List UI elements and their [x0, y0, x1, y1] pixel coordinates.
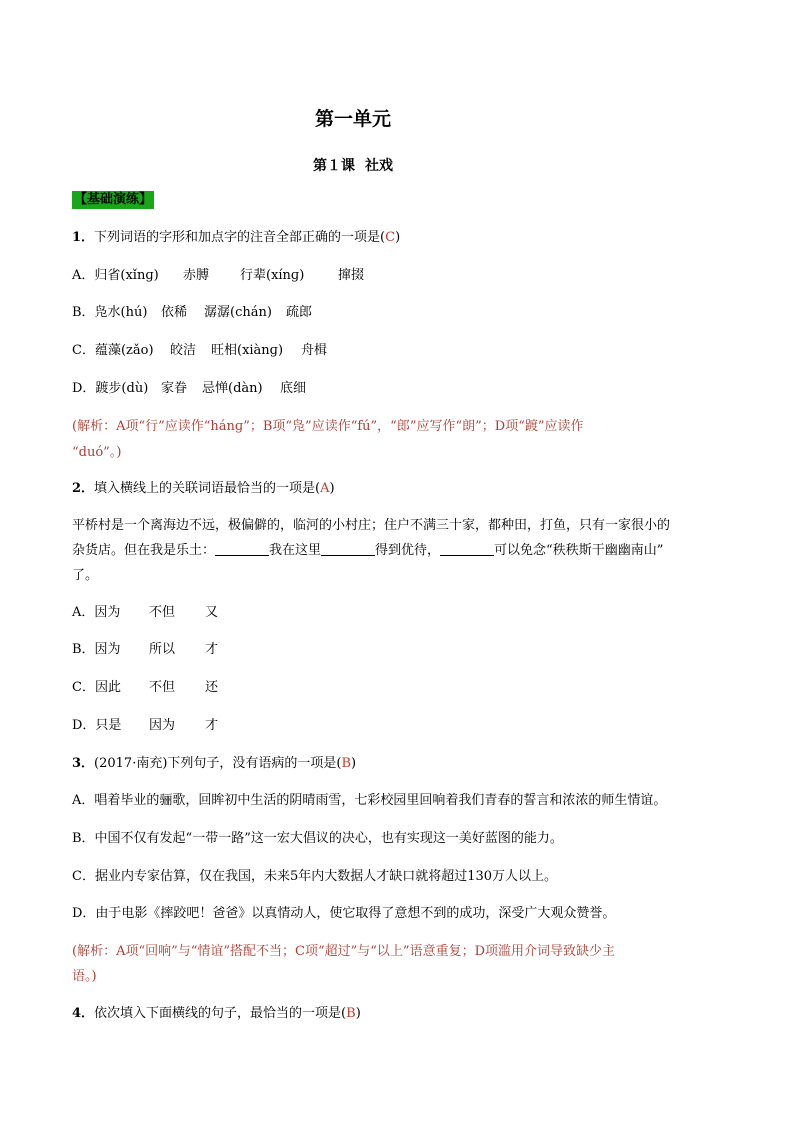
q1-analysis-line1: (解析：A项“行”应读作“hánɡ”；B项“凫”应读作“fú”，“郎”应写作“朗”；D项“踱”应读作: [72, 419, 584, 434]
q2-option-d: [72, 716, 732, 736]
q1-number: 1．: [72, 230, 95, 245]
q4-stem-text: 依次填入下面横线的句子，最恰当的一项是(: [94, 1006, 347, 1021]
q4-stem: [72, 1004, 732, 1024]
q2-blank-2: [321, 541, 375, 556]
q3-answer: B: [341, 756, 352, 771]
q4-number: 4．: [72, 1006, 95, 1021]
q2-passage-line2: [72, 541, 732, 561]
q2-option-c-item1: C．因此: [72, 680, 121, 695]
q1-option-b-item1: B．凫水(hú): [72, 305, 148, 320]
q1-option-d-item2: 家眷: [161, 381, 188, 396]
q4-close: ): [355, 1006, 361, 1021]
q2-option-d-item2: 因为: [149, 718, 176, 733]
q1-option-d-item3: 忌惮(dàn): [202, 381, 263, 396]
q1-option-b-item2: 依稀: [161, 305, 188, 320]
q2-stem-text: 填入横线上的关联词语最恰当的一项是(: [94, 481, 321, 496]
q2-option-a-item2: 不但: [149, 605, 176, 620]
q2-passage-line3: 了。: [72, 568, 99, 583]
q3-stem-text: (2017·南充)下列句子，没有语病的一项是(: [94, 756, 342, 771]
q1-option-a-item3: 行辈(xínɡ): [240, 268, 305, 283]
q1-analysis-line2: “duó”。): [72, 445, 122, 460]
q2-passage-seg3: 得到优待，: [375, 543, 441, 558]
q1-option-a-item1: A．归省(xǐnɡ): [72, 268, 159, 283]
q3-option-c: C．据业内专家估算，仅在我国，未来5年内大数据人才缺口就将超过130万人以上。: [72, 869, 558, 884]
q2-option-a-item3: 又: [205, 605, 219, 620]
q2-passage-seg2: 我在这里: [269, 543, 322, 558]
q2-blank-3: [440, 541, 494, 556]
q2-answer: A: [320, 481, 330, 496]
q1-option-d: [72, 379, 732, 399]
q1-stem: [72, 228, 732, 248]
q1-option-a-item2: 赤膊: [183, 268, 210, 283]
q1-option-c: [72, 341, 732, 361]
q1-option-c-item3: 旺相(xiànɡ): [211, 343, 284, 358]
q2-option-d-item3: 才: [205, 718, 219, 733]
q3-close: ): [351, 756, 357, 771]
q1-option-b-item4: 疏郎: [286, 305, 313, 320]
q3-analysis-line2: 语。): [72, 969, 97, 984]
q2-close: ): [329, 481, 335, 496]
q3-option-a: A．唱着毕业的骊歌，回眸初中生活的阴晴雨雪，七彩校园里回响着我们青春的誓言和浓浓的师生情谊。: [72, 793, 667, 808]
q2-stem: [72, 479, 732, 499]
lesson-name: 社戏: [365, 158, 393, 174]
q3-option-b: B．中国不仅有发起“一带一路”这一宏大倡议的决心，也有实现这一美好蓝图的能力。: [72, 831, 563, 846]
q2-option-b-item3: 才: [205, 642, 219, 657]
q1-close: ): [395, 230, 401, 245]
q1-answer: C: [385, 230, 396, 245]
unit-title: 第一单元: [314, 108, 391, 130]
q2-option-a: [72, 603, 732, 623]
q2-passage-seg1: 杂货店。但在我是乐土：: [72, 543, 216, 558]
q4-answer: B: [346, 1006, 356, 1021]
q2-passage-line1: 平桥村是一个离海边不远，极偏僻的，临河的小村庄；住户不满三十家，都种田，打鱼，只有一家很小的: [72, 518, 671, 533]
q2-option-b: [72, 640, 732, 660]
q1-option-b: [72, 303, 732, 323]
q2-option-d-item1: D．只是: [72, 718, 122, 733]
q3-stem: [72, 754, 732, 774]
q3-analysis-line1: (解析：A项“回响”与“情谊”搭配不当；C项“超过”与“以上”语意重复；D项滥用介词导致缺少主: [72, 944, 615, 959]
q1-stem-text: 下列词语的字形和加点字的注音全部正确的一项是(: [94, 230, 386, 245]
q2-blank-1: [215, 541, 269, 556]
q2-option-b-item1: B．因为: [72, 642, 121, 657]
q3-option-d: D．由于电影《摔跤吧！爸爸》以真情动人，使它取得了意想不到的成功，深受广大观众赞誉。: [72, 906, 616, 921]
q2-option-c-item2: 不但: [149, 680, 176, 695]
q1-option-b-item3: 潺潺(chán): [204, 305, 272, 320]
q1-option-a-item4: 撺掇: [338, 268, 365, 283]
q1-option-c-item1: C．蕴藻(zǎo): [72, 343, 154, 358]
q1-option-c-item4: 舟楫: [301, 343, 328, 358]
lesson-number: 第１课: [313, 158, 355, 174]
lesson-heading: [0, 155, 706, 175]
q3-number: 3．: [72, 756, 95, 771]
q2-option-b-item2: 所以: [149, 642, 176, 657]
q1-option-a: [72, 266, 732, 286]
q1-option-d-item1: D．踱步(dù): [72, 381, 149, 396]
q1-option-c-item2: 皎洁: [170, 343, 197, 358]
q2-number: 2．: [72, 481, 95, 496]
q1-option-d-item4: 底细: [280, 381, 307, 396]
q2-option-a-item1: A．因为: [72, 605, 121, 620]
q2-option-c: [72, 678, 732, 698]
section-badge: 【基础演练】: [74, 192, 153, 207]
q2-passage-seg4: 可以免念“秩秩斯干幽幽南山”: [494, 543, 664, 558]
q2-option-c-item3: 还: [205, 680, 219, 695]
